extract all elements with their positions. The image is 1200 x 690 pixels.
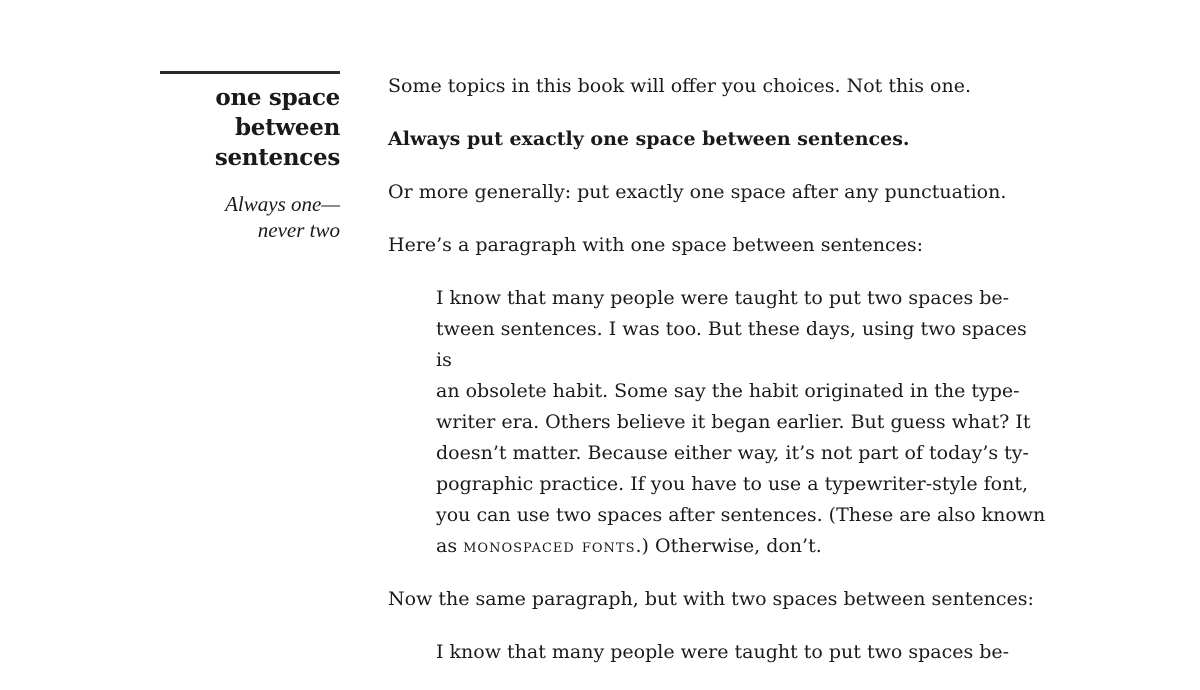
quote-line: pographic practice. If you have to use a typewriter-style font,: [436, 473, 1029, 495]
example-intro-one: Here’s a paragraph with one space between sentences:: [388, 234, 924, 256]
quote-paragraph: [436, 283, 1048, 562]
quote-line: I know that many people were taught to put two spaces be-: [436, 287, 1010, 309]
main-content: [388, 71, 1048, 690]
quote-paragraph: [436, 637, 1048, 668]
quote-line: I know that many people were taught to put two spaces be-: [436, 641, 1010, 663]
sidebar-rule: [160, 71, 340, 74]
intro-paragraph: Some topics in this book will offer you choices. Not this one.: [388, 75, 972, 97]
quote-line: tween sentences. I was too. But these days, using two spaces is: [436, 318, 1027, 371]
topic-subtitle-line: never two: [257, 218, 340, 242]
smallcaps-term: monospaced fonts: [463, 535, 636, 557]
quote-line-suffix: .) Otherwise, don’t.: [635, 535, 822, 557]
topic-title-line: one space: [215, 84, 340, 111]
example-quote-one-space: [436, 283, 1048, 562]
rule-paragraph: Always put exactly one space between sentences.: [388, 128, 910, 150]
quote-line: an obsolete habit. Some say the habit originated in the type-: [436, 380, 1020, 402]
topic-subtitle: [160, 191, 340, 243]
quote-line: writer era. Others believe it began earlier. But guess what? It: [436, 411, 1031, 433]
example-intro-two: Now the same paragraph, but with two spaces between sentences:: [388, 588, 1034, 610]
topic-subtitle-line: Always one—: [225, 192, 340, 216]
quote-line: you can use two spaces after sentences. (These are also known: [436, 504, 1046, 526]
topic-title: [160, 83, 340, 173]
quote-line-prefix: as: [436, 535, 464, 557]
example-quote-two-spaces: [436, 637, 1048, 668]
quote-line: doesn’t matter. Because either way, it’s not part of today’s ty-: [436, 442, 1029, 464]
general-paragraph: Or more generally: put exactly one space after any punctuation.: [388, 181, 1007, 203]
topic-sidebar: [160, 71, 340, 243]
topic-title-line: between: [234, 114, 340, 141]
topic-title-line: sentences: [214, 144, 340, 171]
